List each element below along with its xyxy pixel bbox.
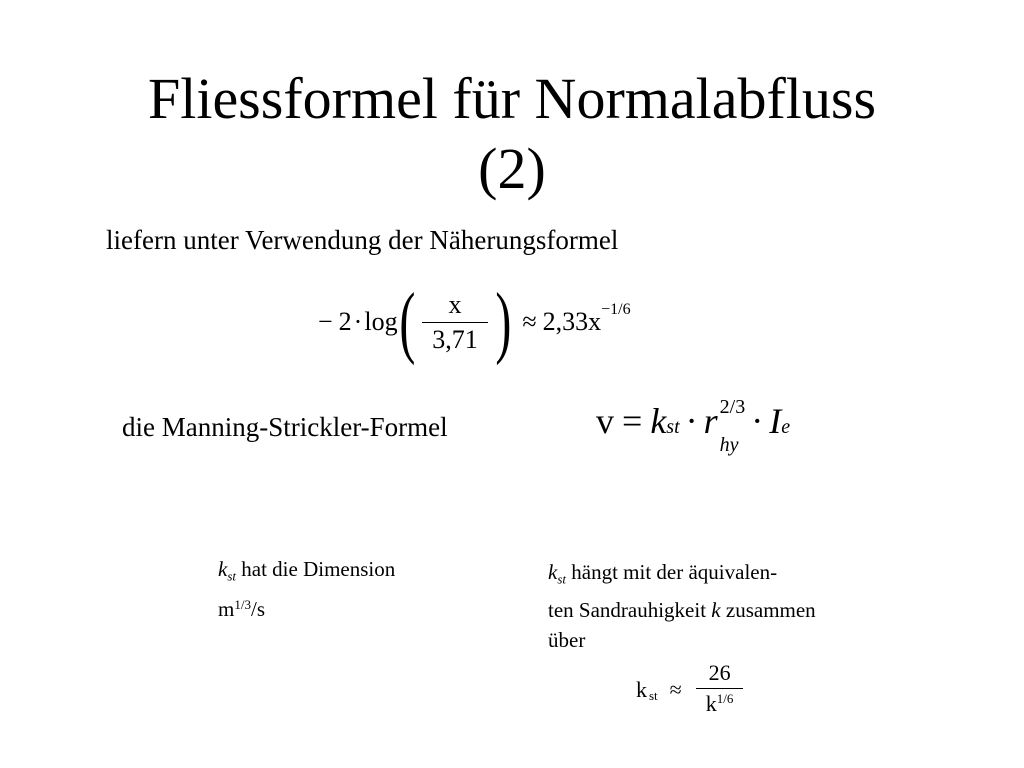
- fraction-x-over-371: [422, 290, 488, 355]
- velocity-symbol: v: [596, 401, 614, 441]
- i-subscript: e: [781, 416, 791, 438]
- fraction-denominator: [696, 689, 744, 720]
- minus-sign: −: [318, 307, 333, 336]
- title-line-1: Fliessformel für Normalabfluss: [147, 66, 877, 131]
- slide-title: [0, 64, 1024, 204]
- note-right-line-2a: ten Sandrauhigkeit: [548, 597, 712, 622]
- fraction-numerator: 26: [708, 660, 731, 685]
- dot-operator: ·: [353, 307, 363, 336]
- note-right: [548, 557, 816, 655]
- k-subscript: st: [227, 568, 237, 584]
- fraction-26-over-k: [696, 660, 744, 720]
- left-paren: (: [398, 278, 415, 366]
- equals-sign: =: [622, 401, 643, 441]
- unit-exponent: 1/3: [234, 596, 251, 612]
- title-line-2: (2): [478, 136, 546, 201]
- k-symbol: k: [218, 557, 228, 581]
- fraction-numerator: x: [448, 289, 462, 319]
- fraction-denominator: 3,71: [432, 324, 478, 354]
- k-symbol: k: [636, 677, 647, 702]
- r-symbol: r: [703, 401, 718, 441]
- k-subscript: st: [649, 688, 658, 703]
- unit-rest: /s: [250, 596, 265, 621]
- unit-m: m: [218, 596, 235, 621]
- approx-sign: ≈: [669, 677, 682, 702]
- approx-result: 2,33x: [542, 307, 602, 336]
- approx-exponent: −1/6: [601, 301, 631, 318]
- manning-label: die Manning-Strickler-Formel: [122, 412, 448, 442]
- dot-operator-2: ·: [751, 401, 764, 441]
- k-subscript: st: [557, 571, 567, 587]
- approx-sign: ≈: [522, 307, 537, 336]
- r-superscript-subscript: [719, 396, 746, 463]
- note-right-line-1: hängt mit der äquivalen-: [566, 560, 778, 584]
- intro-text: liefern unter Verwendung der Näherungsformel: [106, 225, 619, 255]
- k-symbol: k: [548, 560, 558, 584]
- manning-strickler-formula: [596, 396, 791, 457]
- k-subscript: st: [666, 416, 680, 438]
- i-symbol: I: [769, 401, 782, 441]
- right-paren: ): [495, 278, 512, 366]
- note-right-line-2b: zusammen: [720, 597, 816, 622]
- factor-two: 2: [338, 307, 352, 336]
- note-left: [218, 555, 395, 623]
- approximation-formula: [318, 278, 631, 366]
- k-symbol: k: [650, 401, 667, 441]
- kst-approximation: [636, 660, 749, 720]
- log-function: log: [364, 307, 398, 336]
- dot-operator-1: ·: [685, 401, 698, 441]
- note-left-text: hat die Dimension: [236, 557, 396, 581]
- den-k: k: [705, 691, 717, 716]
- r-superscript: 2/3: [719, 396, 746, 418]
- k-symbol-2: k: [711, 597, 721, 622]
- den-exponent: 1/6: [716, 691, 734, 706]
- note-right-line-3: über: [548, 627, 586, 652]
- r-subscript: hy: [719, 434, 739, 456]
